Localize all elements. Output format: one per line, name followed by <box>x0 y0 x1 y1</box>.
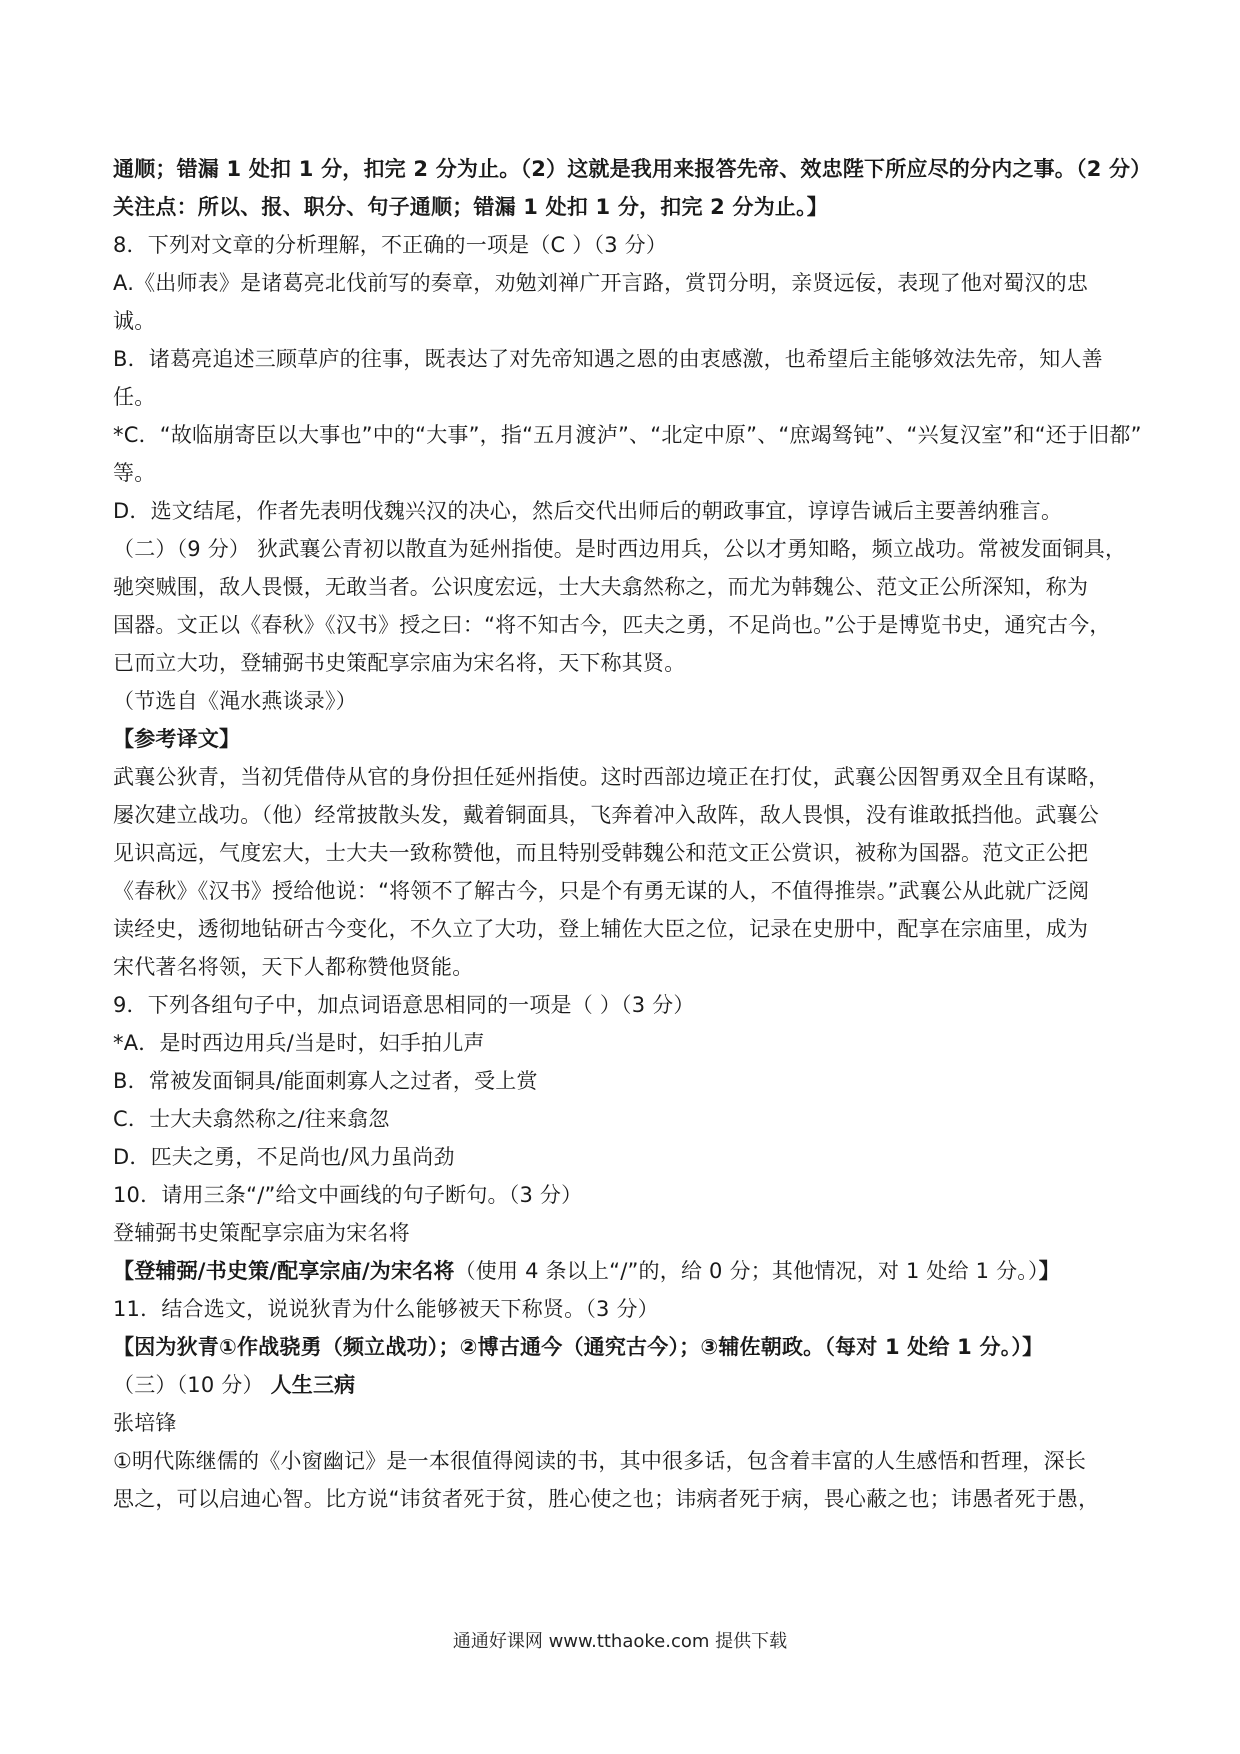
text-line: 10．请用三条“/”给文中画线的句子断句。（3 分） <box>113 1183 583 1207</box>
text-line <box>113 1252 1127 1290</box>
text-line: （节选自《渑水燕谈录》） <box>113 689 357 713</box>
text-line: D．选文结尾，作者先表明伐魏兴汉的决心，然后交代出师后的朝政事宜，谆谆告诫后主要善纳雅言。 <box>113 499 1063 523</box>
text-line: 驰突贼围，敌人畏慑，无敢当者。公识度宏远，士大夫翕然称之，而尤为韩魏公、范文正公所深知，称为 <box>113 575 1089 599</box>
text-line: 【因为狄青①作战骁勇（频立战功）；②博古通今（通究古今）；③辅佐朝政。（每对 1 处给 1 分。）】 <box>113 1335 1044 1359</box>
text-segment: 人生三病 <box>270 1373 356 1397</box>
text-line: 通顺；错漏 1 处扣 1 分，扣完 2 分为止。（2）这就是我用来报答先帝、效忠陛下所应尽的分内之事。（2 分） <box>113 157 1152 181</box>
text-line: *A．是时西边用兵/当是时，妇手拍儿声 <box>113 1031 485 1055</box>
text-line: B．常被发面铜具/能面刺寡人之过者，受上赏 <box>113 1069 538 1093</box>
text-line: 任。 <box>113 385 156 409</box>
text-line: 关注点：所以、报、职分、句子通顺；错漏 1 处扣 1 分，扣完 2 分为止。】 <box>113 195 828 219</box>
text-line: D．匹夫之勇，不足尚也/风力虽尚劲 <box>113 1145 455 1169</box>
text-line: 思之，可以启迪心智。比方说“讳贫者死于贫，胜心使之也；讳病者死于病，畏心蔽之也；讳愚者死于愚， <box>113 1487 1100 1511</box>
text-line: C．士大夫翕然称之/往来翕忽 <box>113 1107 390 1131</box>
text-line: B．诸葛亮追述三顾草庐的往事，既表达了对先帝知遇之恩的由衷感激，也希望后主能够效法先帝，知人善 <box>113 347 1103 371</box>
text-line <box>113 1366 1127 1404</box>
text-line: 9．下列各组句子中，加点词语意思相同的一项是（ ）（3 分） <box>113 993 695 1017</box>
text-line: ①明代陈继儒的《小窗幽记》是一本很值得阅读的书，其中很多话，包含着丰富的人生感悟和哲理，深长 <box>113 1449 1087 1473</box>
text-line: 屡次建立战功。（他）经常披散头发，戴着铜面具，飞奔着冲入敌阵，敌人畏惧，没有谁敢抵挡他。武襄公 <box>113 803 1099 827</box>
text-line: 国器。文正以《春秋》《汉书》授之曰：“将不知古今，匹夫之勇，不足尚也。”公于是博览书史，通究古今， <box>113 613 1111 637</box>
text-line: *C．“故临崩寄臣以大事也”中的“大事”，指“五月渡泸”、“北定中原”、“庶竭驽钝”、“兴复汉室”和“还于旧都” <box>113 423 1142 447</box>
text-line: 张培锋 <box>113 1411 177 1435</box>
text-line: 武襄公狄青，当初凭借侍从官的身份担任延州指使。这时西部边境正在打仗，武襄公因智勇双全且有谋略， <box>113 765 1110 789</box>
text-line: 《春秋》《汉书》授给他说：“将领不了解古今，只是个有勇无谋的人，不值得推崇。”武襄公从此就广泛阅 <box>113 879 1090 903</box>
document-body <box>113 150 1152 1518</box>
text-line: （二）（9 分） 狄武襄公青初以散直为延州指使。是时西边用兵，公以才勇知略，频立战功。常被发面铜具， <box>113 537 1127 561</box>
text-line: 已而立大功，登辅弼书史策配享宗庙为宋名将，天下称其贤。 <box>113 651 686 675</box>
text-line: 【参考译文】 <box>113 727 241 751</box>
page-footer: 通通好课网 www.tthaoke.com 提供下载 <box>452 1631 788 1652</box>
text-segment: 】 <box>1038 1259 1060 1283</box>
text-line: 8．下列对文章的分析理解，不正确的一项是（C ）（3 分） <box>113 233 668 257</box>
text-segment: 【登辅弼/书史策/配享宗庙/为宋名将 <box>113 1259 455 1283</box>
text-line: 诚。 <box>113 309 156 333</box>
text-line: 见识高远，气度宏大，士大夫一致称赞他，而且特别受韩魏公和范文正公赏识，被称为国器。范文正公把 <box>113 841 1089 865</box>
text-line: 宋代著名将领，天下人都称赞他贤能。 <box>113 955 474 979</box>
text-line: 11．结合选文，说说狄青为什么能够被天下称贤。（3 分） <box>113 1297 659 1321</box>
text-segment: （使用 4 条以上“/”的，给 0 分；其他情况，对 1 处给 1 分。） <box>454 1259 1039 1283</box>
text-line: A.《出师表》是诸葛亮北伐前写的奏章，劝勉刘禅广开言路，赏罚分明，亲贤远佞，表现了他对蜀汉的忠 <box>113 271 1089 295</box>
text-line: 登辅弼书史策配享宗庙为宋名将 <box>113 1221 410 1245</box>
text-line: 读经史，透彻地钻研古今变化，不久立了大功，登上辅佐大臣之位，记录在史册中，配享在宗庙里，成为 <box>113 917 1089 941</box>
text-line: 等。 <box>113 461 156 485</box>
text-segment: （三）（10 分） <box>113 1373 271 1397</box>
